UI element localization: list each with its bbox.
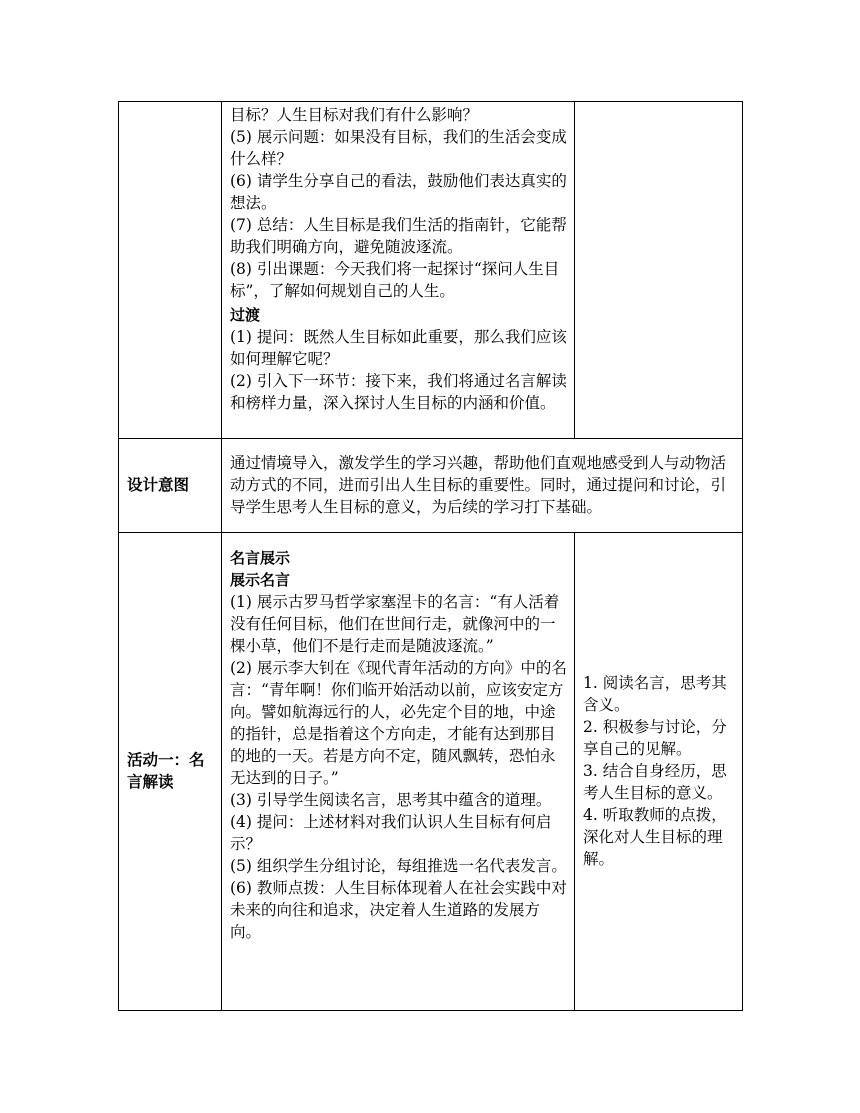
subsection-heading-show-quotes: 展示名言 [230,571,291,589]
text-line: (6) 教师点拨：人生目标体现着人在社会实践中对未来的向往和追求，决定着人生道路的发展方向。 [230,879,567,941]
student-step: 3. 结合自身经历，思考人生目标的意义。 [583,761,727,802]
text-line: (5) 组织学生分组讨论，每组推选一名代表发言。 [230,857,567,875]
section-heading-transition: 过渡 [230,306,261,324]
text-line: (4) 提问：上述材料对我们认识人生目标有何启示？ [230,813,552,853]
row-label-cell [119,439,222,533]
text-line: (2) 引入下一环节：接下来，我们将通过名言解读和榜样力量，深入探讨人生目标的内涵和价值。 [230,372,567,412]
lesson-plan-table [118,101,743,1011]
text-line: (6) 请学生分享自己的看法，鼓励他们表达真实的想法。 [230,172,567,212]
text-line: (5) 展示问题：如果没有目标，我们的生活会变成什么样？ [230,128,567,168]
table-row-design-intent [119,439,743,533]
row-label-cell [119,102,222,439]
text-line: (7) 总结：人生目标是我们生活的指南针，它能帮助我们明确方向，避免随波逐流。 [230,216,567,256]
row-label: 设计意图 [127,475,190,494]
text-line: (1) 提问：既然人生目标如此重要，那么我们应该如何理解它呢？ [230,328,567,368]
design-intent-cell [222,439,743,533]
section-heading-quotes: 名言展示 [230,549,291,567]
teacher-activity-cell [222,102,575,439]
text-line: (3) 引导学生阅读名言，思考其中蕴含的道理。 [230,791,552,809]
table-row-intro-continuation [119,102,743,439]
student-activity-cell [575,533,743,1011]
text-line: 目标？人生目标对我们有什么影响？ [230,106,479,124]
table-row-activity-one [119,533,743,1011]
text-line: (8) 引出课题：今天我们将一起探讨“探问人生目标”，了解如何规划自己的人生。 [230,260,560,300]
text-line: (2) 展示李大钊在《现代青年活动的方向》中的名言：“青年啊！你们临开始活动以前，应该安定方向。譬如航海远行的人，必先定个目的地，中途的指针，总是指着这个方向走，才能有达到那目的地的一天。若是方向不定，随风飘转，恐怕永无达到的日子。” [230,659,567,787]
design-intent-text: 通过情境导入，激发学生的学习兴趣，帮助他们直观地感受到人与动物活动方式的不同，进而引出人生目标的重要性。同时，通过提问和讨论，引导学生思考人生目标的意义，为后续的学习打下基础。 [230,453,727,516]
row-label: 活动一：名言解读 [127,750,205,791]
row-label-cell [119,533,222,1011]
text-line: (1) 展示古罗马哲学家塞涅卡的名言：“有人活着没有任何目标，他们在世间行走，就像河中的一棵小草，他们不是行走而是随波逐流。” [230,593,560,655]
teacher-activity-cell [222,533,575,1011]
student-step: 2. 积极参与讨论，分享自己的见解。 [583,717,727,758]
student-activity-cell [575,102,743,439]
student-step: 4. 听取教师的点拨，深化对人生目标的理解。 [583,805,727,868]
student-step: 1. 阅读名言，思考其含义。 [583,673,727,714]
